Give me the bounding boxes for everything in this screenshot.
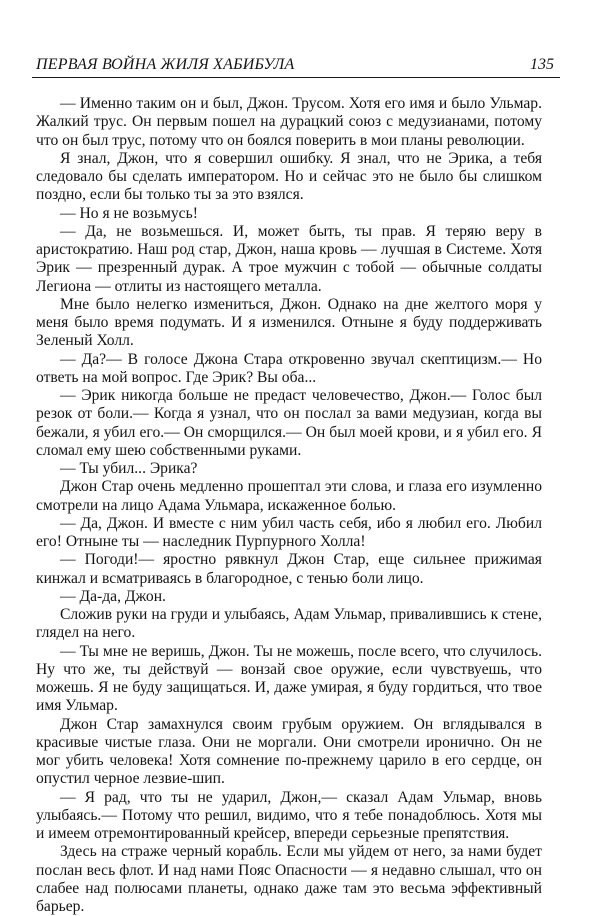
paragraph: — Да?— В голосе Джона Стара откровенно звучал скептицизм.— Но ответь на мой вопрос. Где Эрик? Вы оба...: [36, 350, 542, 386]
running-title: ПЕРВАЯ ВОЙНА ЖИЛЯ ХАБИБУЛА: [36, 56, 295, 73]
paragraph: — Ты убил... Эрика?: [60, 460, 198, 477]
paragraph: Я знал, Джон, что я совершил ошибку. Я знал, что не Эрика, а тебя следовало бы сделать императором. Но и сейчас это не было бы слишком поздно, если бы только ты за это взялся.: [36, 149, 542, 204]
paragraph: — Да, не возьмешься. И, может быть, ты прав. Я теряю веру в аристократию. Наш род стар, Джон, наша кровь — лучшая в Системе. Хотя Эрик — презренный дурак. А трое мужчин с тобой — обычные солдаты Легиона — отлиты из настоящего металла.: [36, 222, 542, 295]
running-header: [32, 50, 560, 80]
page-body: [36, 95, 542, 916]
paragraph: — Эрик никогда больше не предаст человечество, Джон.— Голос был резок от боли.— Когда я узнал, что он послал за вами медузиан, когда вы бежали, я убил его.— Он сморщился.— Он был моей крови, и я убил его. Я сломал ему шею собственными руками.: [36, 387, 542, 459]
paragraph: Сложив руки на груди и улыбаясь, Адам Ульмар, привалившись к стене, глядел на него.: [36, 606, 542, 642]
paragraph: — Именно таким он и был, Джон. Трусом. Хотя его имя и было Ульмар. Жалкий трус. Он первым пошел на дурацкий союз с медузианами, потому что он был трус, потому что он боялся поверить в мои планы революции.: [36, 95, 542, 149]
paragraph: Джон Стар очень медленно прошептал эти слова, и глаза его изумленно смотрели на лицо Адама Ульмара, искаженное болью.: [36, 478, 542, 514]
paragraph: — Но я не возьмусь!: [60, 204, 198, 222]
paragraph: — Ты мне не веришь, Джон. Ты не можешь, после всего, что случилось. Ну что же, ты действуй — вонзай свое оружие, если чувствуешь, что можешь. Я не буду защищаться. И, даже умирая, я буду гордиться, что твое имя Ульмар.: [36, 642, 542, 715]
paragraph: — Да-да, Джон.: [60, 587, 166, 605]
paragraph: Джон Стар замахнулся своим грубым оружием. Он вглядывался в красивые чистые глаза. Они не моргали. Они смотрели иронично. Он не мог убить человека! Хотя сомнение по-прежнему царило в его сердце, он опустил черное лезвие-шип.: [36, 715, 542, 788]
paragraph: Мне было нелегко измениться, Джон. Однако на дне желтого моря у меня было время подумать. И я изменился. Отныне я буду поддерживать Зеленый Холл.: [36, 295, 542, 350]
page-number: 135: [530, 56, 554, 73]
header-rule: [32, 77, 560, 78]
paragraph: — Погоди!— яростно рявкнул Джон Стар, еще сильнее прижимая кинжал и всматриваясь в благородное, с тенью боли лицо.: [36, 551, 542, 587]
paragraph: — Да, Джон. И вместе с ним убил часть себя, ибо я любил его. Любил его! Отныне ты — наследник Пурпурного Холла!: [36, 514, 542, 550]
paragraph: — Я рад, что ты не ударил, Джон,— сказал Адам Ульмар, вновь улыбаясь.— Потому что решил, видимо, что я тебе понадоблюсь. Хотя мы и имеем отремонтированный крейсер, впереди серьезные препятствия.: [36, 788, 542, 842]
paragraph: Здесь на страже черный корабль. Если мы уйдем от него, за нами будет послан весь флот. И над нами Пояс Опасности — я недавно слышал, что он слабее над полюсами планеты, однако даже там это весьма эффективный барьер.: [36, 843, 542, 915]
